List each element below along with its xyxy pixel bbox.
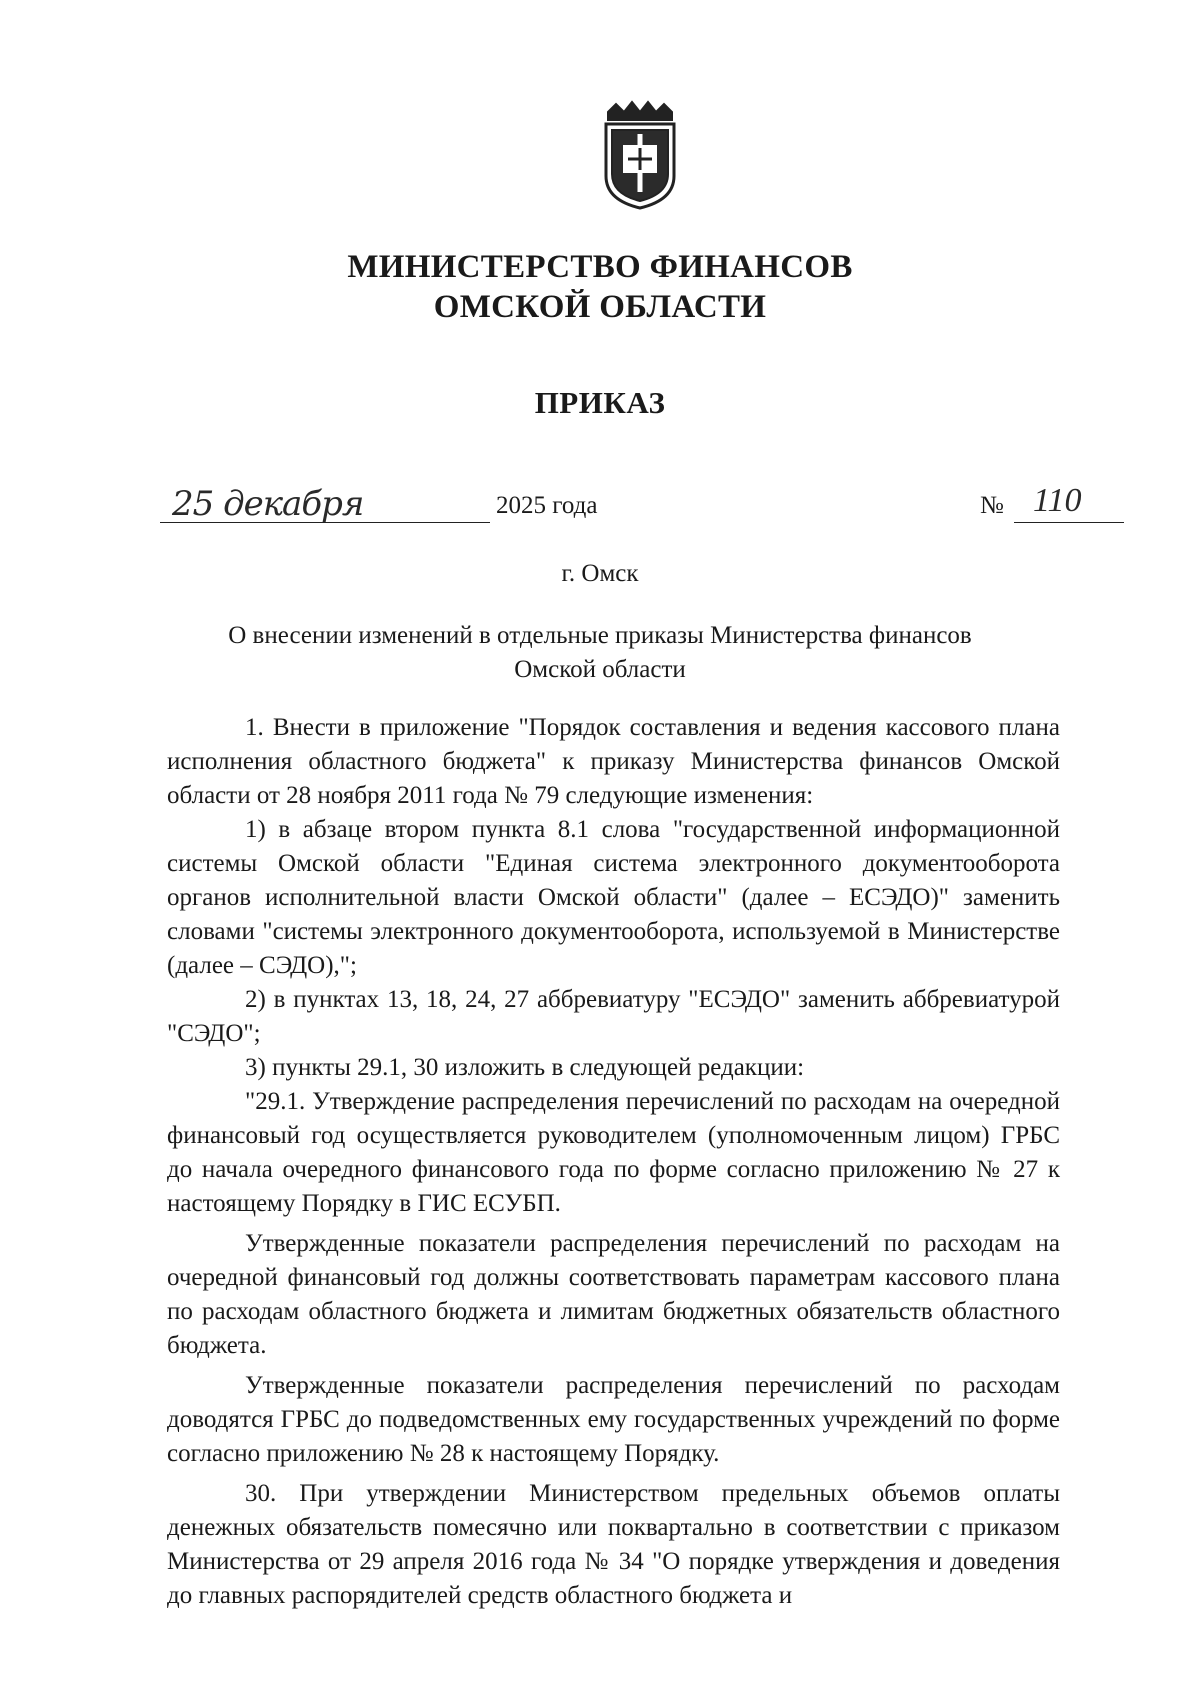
date-number-line	[160, 482, 1082, 552]
paragraph-1: 1. Внести в приложение "Порядок составления и ведения кассового плана исполнения областного бюджета" к приказу Министерства финансов Омской области от 28 ноября 2011 года № 79 следующие изменения:	[167, 714, 1060, 809]
paragraph-3: 2) в пунктах 13, 18, 24, 27 аббревиатуру "ЕСЭДО" заменить аббревиатурой "СЭДО";	[167, 986, 1060, 1047]
year-text: 2025 года	[496, 492, 598, 519]
paragraph-6: Утвержденные показатели распределения перечислений по расходам на очередной финансовый год должны соответствовать параметрам кассового плана по расходам областного бюджета и лимитам бюджетных обязательств областного бюджета.	[167, 1230, 1060, 1359]
city-name: г. Омск	[561, 560, 639, 587]
paragraph-7: Утвержденные показатели распределения перечислений по расходам доводятся ГРБС до подведомственных ему государственных учреждений по форме согласно приложению № 28 к настоящему Порядку.	[167, 1372, 1060, 1467]
omsk-coat-of-arms-icon	[598, 100, 682, 210]
number-label: №	[980, 492, 1004, 519]
document-type-title: ПРИКАЗ	[534, 385, 666, 420]
number-underline	[1014, 522, 1124, 523]
subject-line2: Омской области	[514, 656, 686, 683]
paragraph-8: 30. При утверждении Министерством предельных объемов оплаты денежных обязательств помесячно или поквартально в соответствии с приказом Министерства от 29 апреля 2016 года № 34 "О порядке утверждения и доведения до главных распорядителей средств областного бюджета и	[167, 1480, 1060, 1609]
paragraph-4: 3) пункты 29.1, 30 изложить в следующей редакции:	[245, 1054, 805, 1081]
handwritten-number: 110	[1033, 482, 1082, 519]
order-subject	[0, 619, 1200, 687]
handwritten-date: 25 декабря	[172, 484, 364, 524]
order-body	[167, 711, 1060, 1613]
paragraph-5: "29.1. Утверждение распределения перечислений по расходам на очередной финансовый год осуществляется руководителем (уполномоченным лицом) ГРБС до начала очередного финансового года по форме согласно приложению № 27 к настоящему Порядку в ГИС ЕСУБП.	[167, 1088, 1060, 1217]
paragraph-2: 1) в абзаце втором пункта 8.1 слова "государственной информационной системы Омской области "Единая система электронного документооборота органов исполнительной власти Омской области" (далее – ЕСЭДО)" заменить словами "системы электронного документооборота, используемой в Министерстве (далее – СЭДО),";	[167, 816, 1060, 979]
ministry-name-line1: МИНИСТЕРСТВО ФИНАНСОВ	[347, 249, 853, 285]
subject-line1: О внесении изменений в отдельные приказы Министерства финансов	[228, 622, 972, 649]
ministry-name-line2: ОМСКОЙ ОБЛАСТИ	[433, 289, 767, 325]
date-underline	[160, 522, 490, 523]
